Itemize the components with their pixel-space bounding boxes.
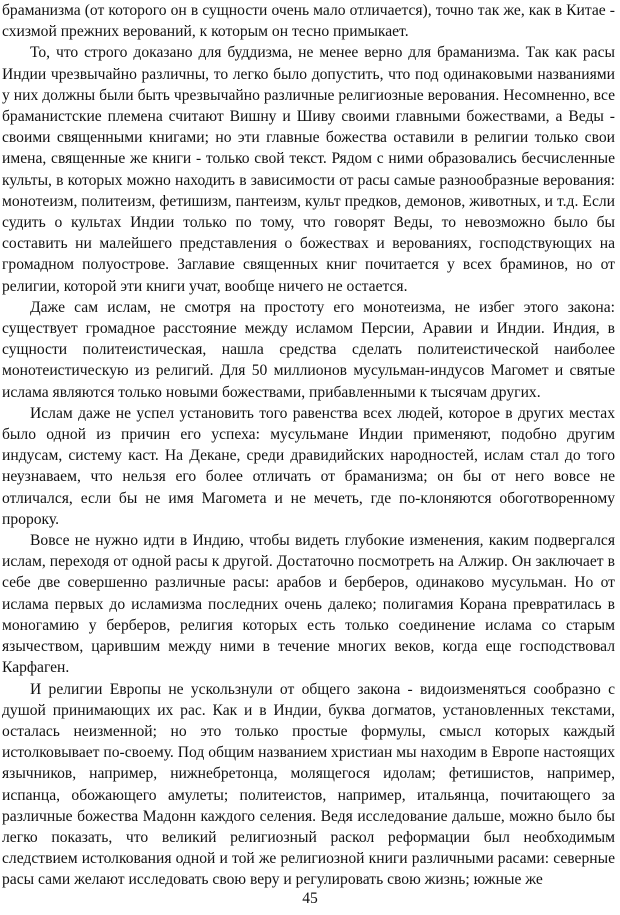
body-text xyxy=(2,0,615,891)
paragraph-1: браманизма (от которого он в сущности очень мало отличается), точно так же, как в Китае - схизмой прежних верований, к которым он тесно примыкает. xyxy=(2,2,615,41)
paragraph-5: Вовсе не нужно идти в Индию, чтобы видеть глубокие изменения, каким подвергался ислам, переходя от одной расы к другой. Достаточно посмотреть на Алжир. Он заключает в себе две совершенно различные расы: арабов и берберов, одинаково мусульман. Но от ислама первых до исламизма последних очень далеко; полигамия Корана превратилась в моногамию у берберов, религия которых есть только соединение ислама со старым язычеством, царившим между ними в течение многих веков, когда еще господствовал Карфаген. xyxy=(2,532,615,677)
page-number: 45 xyxy=(302,890,318,907)
paragraph-3: Даже сам ислам, не смотря на простоту его монотеизма, не избег этого закона: существует громадное расстояние между исламом Персии, Аравии и Индии. Индия, в сущности политеистическая, нашла средства сделать политеистической наиболее монотеистическую из религий. Для 50 миллионов мусульман-индусов Магомет и святые ислама являются только новыми божествами, прибавленными к тысячам других. xyxy=(2,298,615,401)
paragraph-2: То, что строго доказано для буддизма, не менее верно для браманизма. Так как расы Индии чрезвычайно различны, то легко было допустить, что под одинаковыми названиями у них должны были быть чрезвычайно различные религиозные верования. Несомненно, все браманистские племена считают Вишну и Шиву своими главными божествами, а Веды - своими священными книгами; но эти главные божества оставили в религии только свои имена, священные же книги - только свой текст. Рядом с ними образовались бесчисленные культы, в которых можно находить в зависимости от расы самые разнообразные верования: монотеизм, политеизм, фетишизм, пантеизм, культ предков, демонов, животных, и т.д. Если судить о культах Индии только по тому, что говорят Веды, то невозможно было бы составить ни малейшего представления о божествах и верованиях, господствующих на громадном полуострове. Заглавие священных книг почитается у всех браминов, но от религии, которой эти книги учат, вообще ничего не остается. xyxy=(2,44,615,295)
paragraph-4: Ислам даже не успел установить того равенства всех людей, которое в других местах было одной из причин его успеха: мусульмане Индии применяют, подобно другим индусам, систему каст. На Декане, среди дравидийских народностей, ислам стал до того неузнаваем, что нельзя его более отличать от браманизма; он бы от него вовсе не отличался, если бы не имя Магомета и не мечеть, где по-клоняются обоготворенному пророку. xyxy=(2,404,615,528)
paragraph-6: И религии Европы не ускользнули от общего закона - видоизменяться сообразно с душой принимающих их рас. Как и в Индии, буква догматов, установленных текстами, осталась неизменной; но это только простые формулы, смысл которых каждый истолковывает по-своему. Под общим названием христиан мы находим в Европе настоящих язычников, например, нижнебретонца, молящегося идолам; фетишистов, например, испанца, обожающего амулеты; политеистов, например, итальянца, почитающего за различные божества Мадонн каждого селения. Ведя исследование дальше, можно было бы легко показать, что великий религиозный раскол реформации был необходимым следствием истолкования одной и той же религиозной книги различными расами: северные расы сами желают исследовать свою веру и регулировать свою жизнь; южные же xyxy=(2,680,615,889)
